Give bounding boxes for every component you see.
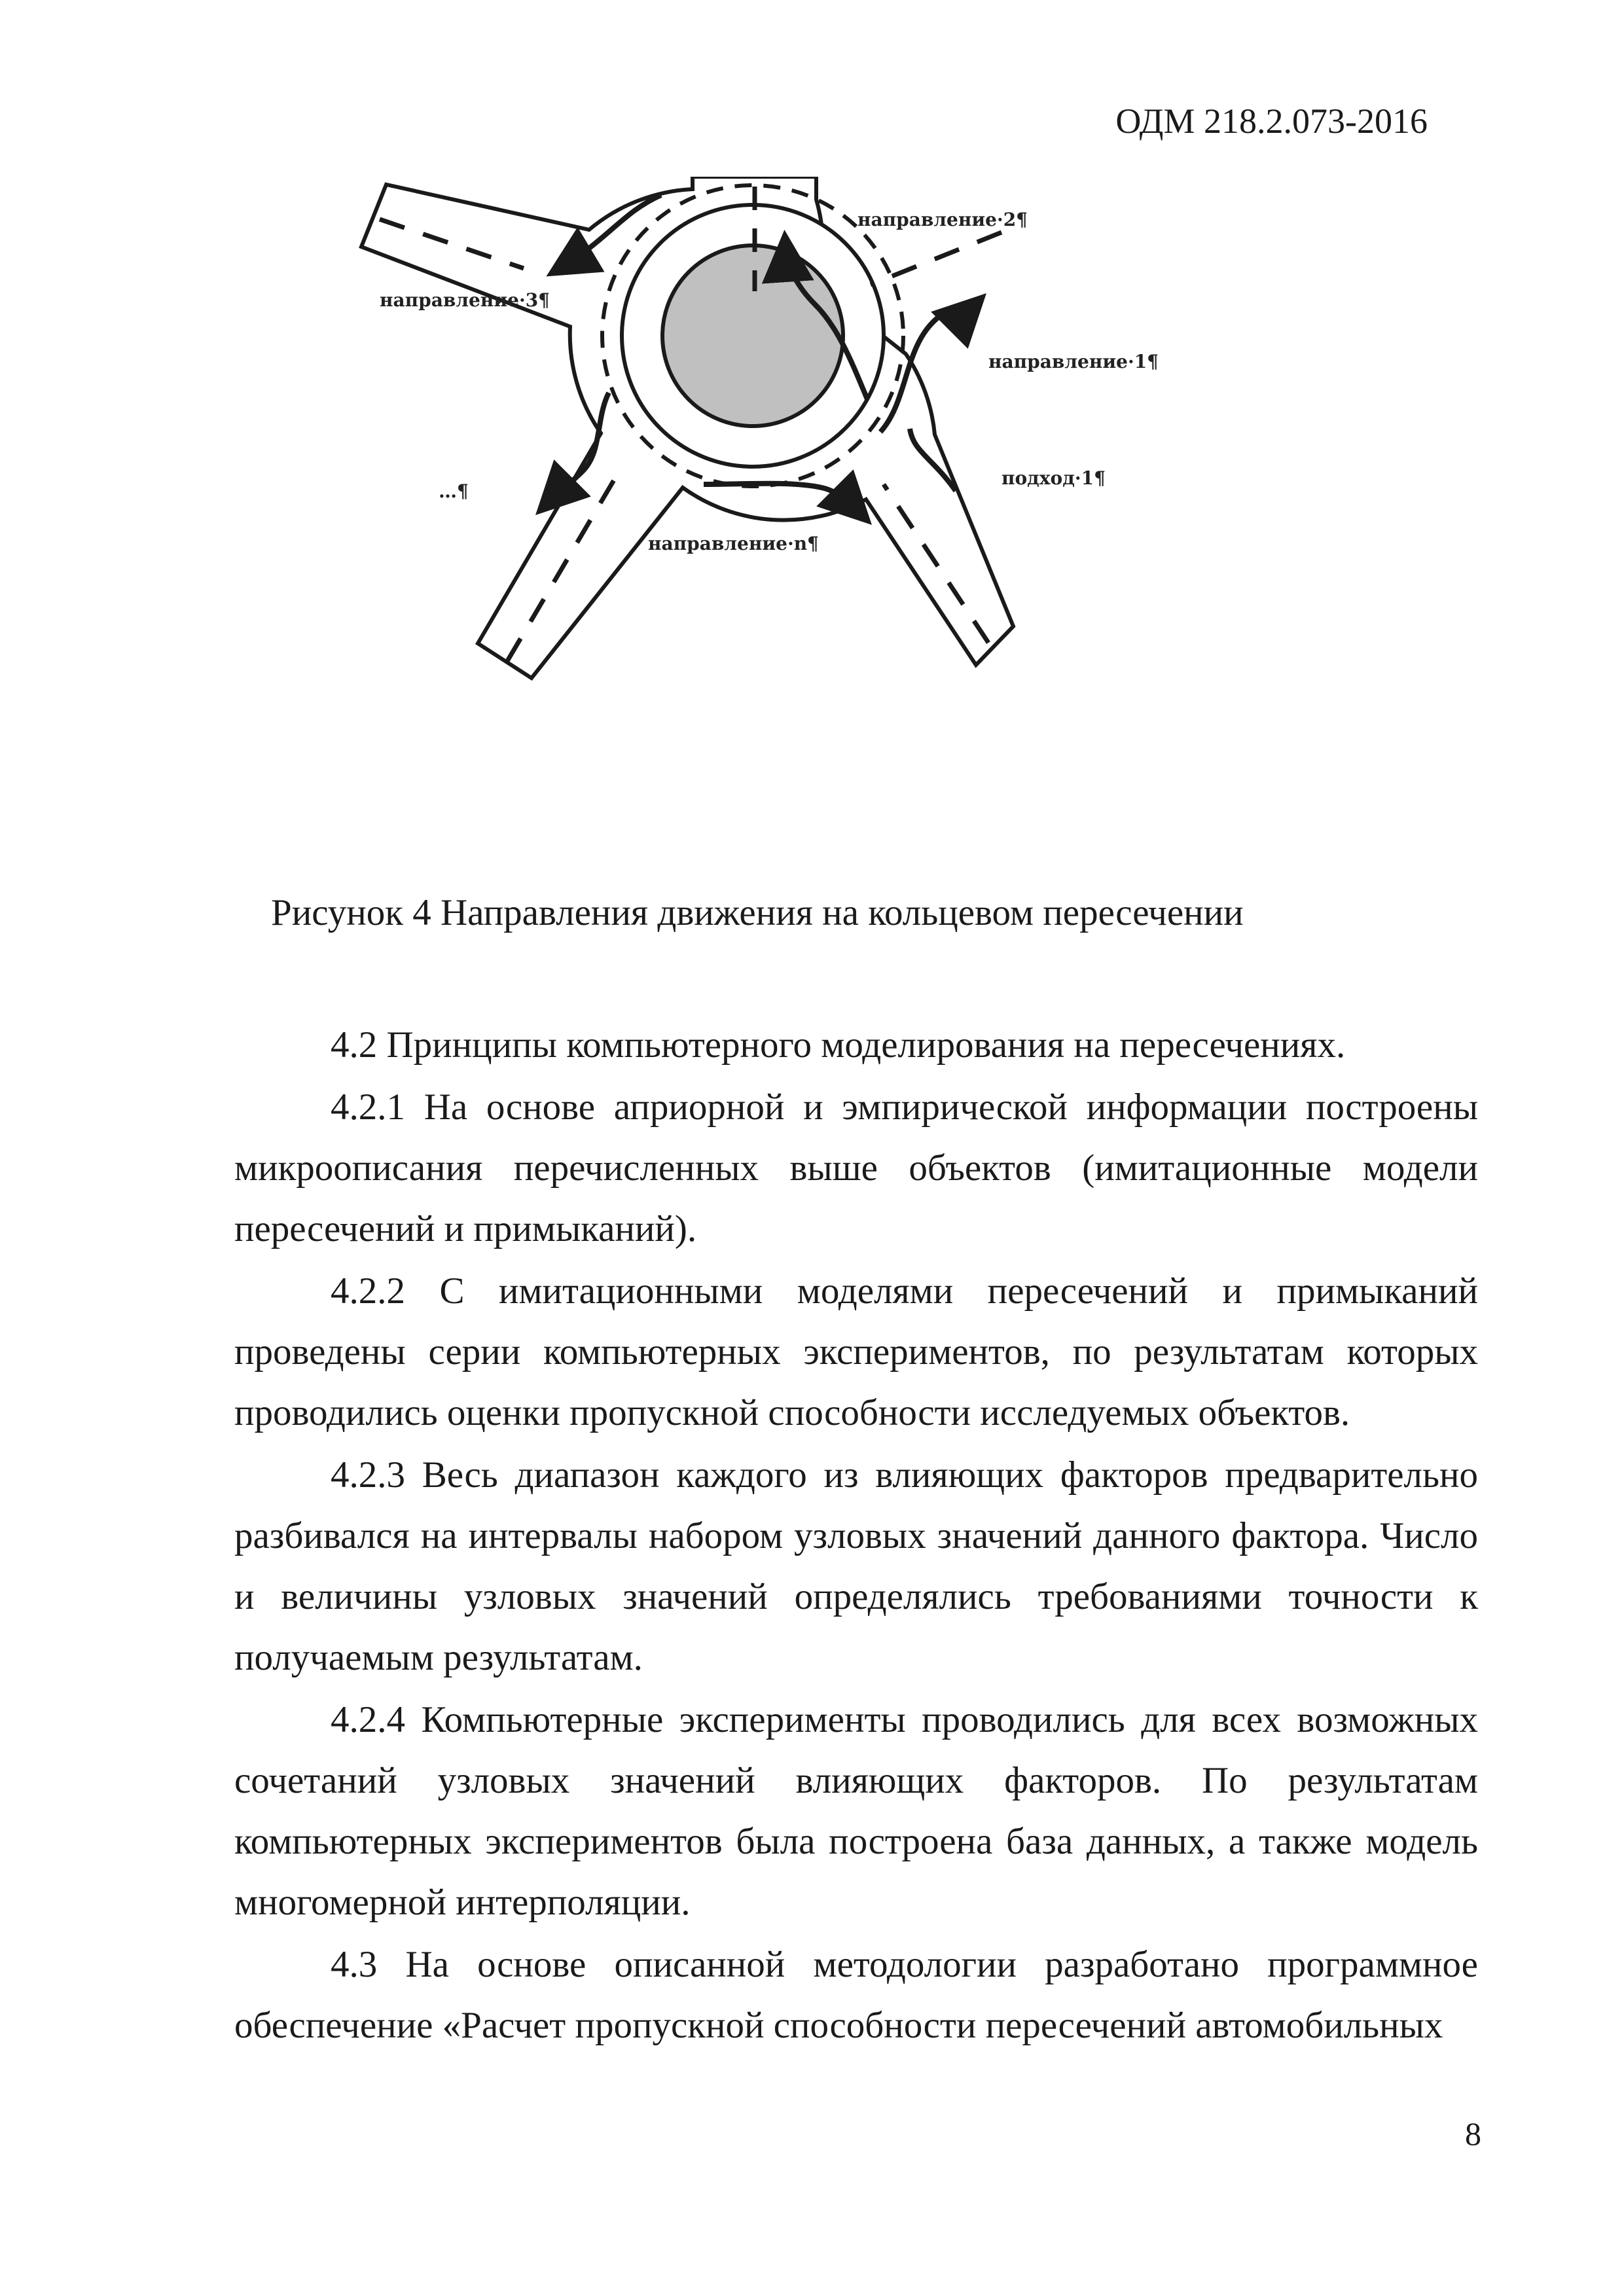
- roundabout-figure: [334, 177, 1211, 864]
- label-direction-1: направление·1¶: [988, 351, 1159, 372]
- paragraph-4-2-3: 4.2.3 Весь диапазон каждого из влияющих факторов предварительно разбивался на интервалы набором узловых значений данного фактора. Число и величины узловых значений определялись требованиями точности к получаемым результатам.: [234, 1454, 1478, 1678]
- document-code: ОДМ 218.2.073-2016: [1115, 101, 1428, 141]
- label-direction-3: направление·3¶: [380, 289, 550, 311]
- roundabout-diagram: [334, 177, 1211, 864]
- page-number: 8: [1465, 2115, 1481, 2152]
- label-direction-2: направление·2¶: [857, 209, 1028, 230]
- figure-caption: Рисунок 4 Направления движения на кольцевом пересечении: [271, 892, 1244, 933]
- label-approach-1: подход·1¶: [1001, 467, 1106, 489]
- body-text: [234, 1014, 1478, 2057]
- paragraph-4-2-1: 4.2.1 На основе априорной и эмпирической информации построены микроописания перечисленных выше объектов (имитационные модели пересечений и примыканий).: [234, 1086, 1478, 1249]
- paragraph-4-3: 4.3 На основе описанной методологии разработано программное обеспечение «Расчет пропускной способности пересечений автомобильных: [234, 1944, 1478, 2046]
- paragraph-4-2-2: 4.2.2 С имитационными моделями пересечений и примыканий проведены серии компьютерных экспериментов, по результатам которых проводились оценки пропускной способности исследуемых объектов.: [234, 1270, 1478, 1433]
- arm-east-lane-marking: [871, 232, 1001, 285]
- paragraph-4-2-4: 4.2.4 Компьютерные эксперименты проводились для всех возможных сочетаний узловых значений влияющих факторов. По результатам компьютерных экспериментов была построена база данных, а также модель многомерной интерполяции.: [234, 1699, 1478, 1923]
- label-direction-n: направление·n¶: [648, 533, 819, 554]
- paragraph-4-2: 4.2 Принципы компьютерного моделирования на пересечениях.: [331, 1024, 1346, 1066]
- label-ellipsis: …¶: [439, 480, 469, 502]
